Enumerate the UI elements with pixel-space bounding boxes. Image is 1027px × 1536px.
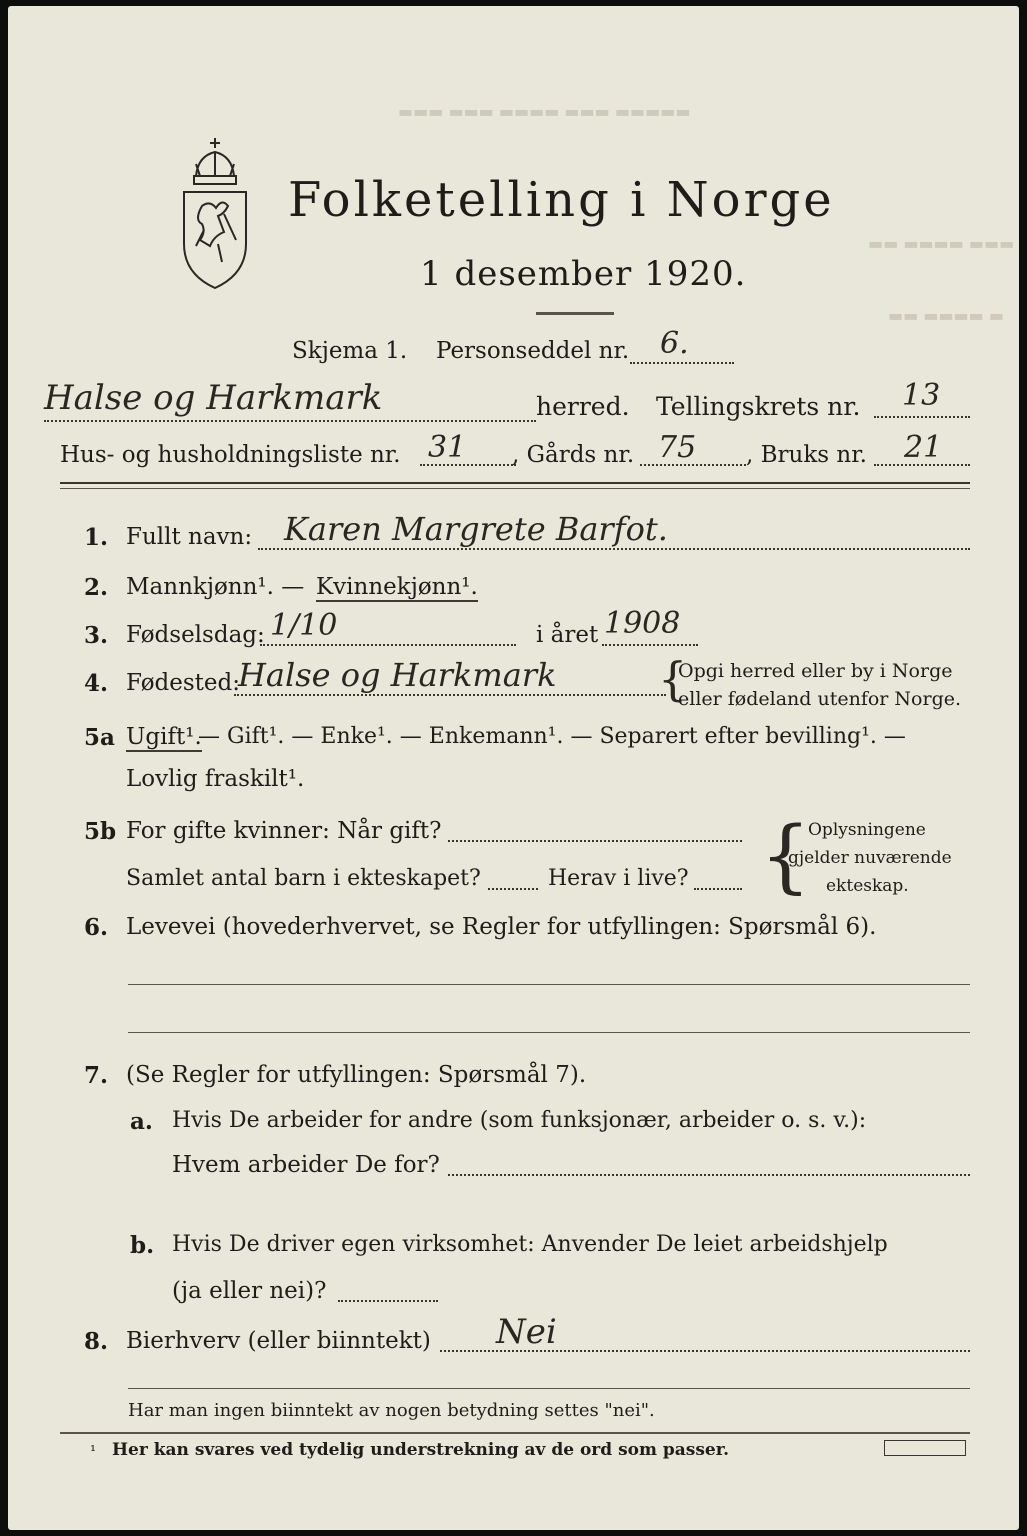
birth-year-field-line [602,644,698,646]
birthplace-field-line [234,694,666,696]
children-count-field-line [488,888,538,890]
gaards-value[interactable]: 75 [658,430,697,465]
divorced-option[interactable]: Lovlig fraskilt¹. [126,766,305,792]
female-option-underlined[interactable]: Kvinnekjønn¹. [316,574,478,600]
side-income-value[interactable]: Nei [496,1312,557,1352]
q5a-number: 5a [84,724,115,751]
norwegian-coat-of-arms-icon [174,134,256,294]
occupation-field-line-2[interactable] [128,1032,970,1033]
q7a-letter: a. [130,1108,153,1135]
hired-help-label: (ja eller nei)? [172,1278,327,1304]
bleed-through-text: ▬▬ ▬▬▬▬ ▬▬▬ [868,234,1015,253]
birthday-field-line [260,644,516,646]
q1-number: 1. [84,524,109,551]
birthplace-note-brace: { [658,652,688,706]
q7-label: (Se Regler for utfyllingen: Spørsmål 7). [126,1062,587,1088]
when-married-field-line [448,840,742,842]
tellingskrets-value[interactable]: 13 [902,378,941,413]
side-income-label: Bierhverv (eller biinntekt) [126,1328,431,1354]
personseddel-label: Personseddel nr. [436,338,630,364]
husliste-value[interactable]: 31 [428,430,467,465]
footnote-mark: ¹ [90,1442,97,1460]
marriage-note-line2: gjelder nuværende [788,848,952,868]
gaards-label: , Gårds nr. [512,442,635,468]
tellingskrets-field-line [874,416,970,418]
full-name-field-line [258,548,970,550]
birthday-label: Fødselsdag: [126,622,265,648]
footer-note: Har man ingen biinntekt av nogen betydning settes "nei". [128,1400,655,1421]
q7b-line1: Hvis De driver egen virksomhet: Anvender De leiet arbeidshjelp [172,1232,888,1257]
q4-number: 4. [84,670,109,697]
title-divider [536,312,614,315]
header-rule [60,488,970,489]
bruks-label: , Bruks nr. [746,442,867,468]
herred-field-line [44,420,536,422]
herred-value[interactable]: Halse og Harkmark [44,378,383,418]
birthplace-note-line2: eller fødeland utenfor Norge. [678,688,962,710]
full-name-value[interactable]: Karen Margrete Barfot. [284,510,668,548]
employer-label: Hvem arbeider De for? [172,1152,440,1178]
occupation-label: Levevei (hovederhvervet, se Regler for utfyllingen: Spørsmål 6). [126,914,877,940]
q6-number: 6. [84,914,109,941]
q8-number: 8. [84,1328,109,1355]
unmarried-option-underlined[interactable]: Ugift¹. [126,724,202,750]
marital-status-options[interactable]: — Gift¹. — Enke¹. — Enkemann¹. — Separert efter bevilling¹. — [198,724,906,749]
birth-year-label: i året [536,622,599,648]
bleed-through-text: ▬▬ ▬▬▬▬ ▬ [888,306,1004,325]
birthplace-note-line1: Opgi herred eller by i Norge [678,660,953,682]
census-form [8,6,1019,1530]
tellingskrets-label: Tellingskrets nr. [656,392,861,421]
printer-stamp-icon [884,1440,966,1456]
bruks-value[interactable]: 21 [904,430,943,465]
occupation-field-line[interactable] [128,984,970,985]
children-count-label: Samlet antal barn i ekteskapet? [126,866,481,891]
q5b-number: 5b [84,818,117,845]
marriage-note-line1: Oplysningene [808,820,926,840]
footnote-rule [60,1432,970,1434]
page-title: Folketelling i Norge [288,172,835,228]
footer-rule [128,1388,970,1389]
hired-help-field-line [338,1300,438,1302]
husliste-label: Hus- og husholdningsliste nr. [60,442,401,468]
q7b-letter: b. [130,1232,155,1259]
birth-year-value[interactable]: 1908 [604,606,681,641]
q7-number: 7. [84,1062,109,1089]
header-rule [60,482,970,484]
marriage-note-brace: { [760,809,811,902]
skjema-label: Skjema 1. [292,338,408,364]
q1-label: Fullt navn: [126,524,253,550]
personseddel-field-line [630,362,734,364]
children-alive-field-line [694,888,742,890]
census-date: 1 desember 1920. [420,254,747,294]
children-alive-label: Herav i live? [548,866,689,891]
marriage-note-line3: ekteskap. [826,876,909,896]
when-married-label: For gifte kvinner: Når gift? [126,818,442,844]
birthplace-value[interactable]: Halse og Harkmark [238,656,557,694]
personseddel-value[interactable]: 6. [660,326,689,361]
q2-number: 2. [84,574,109,601]
q3-number: 3. [84,622,109,649]
footnote-text: Her kan svares ved tydelig understrekning av de ord som passer. [112,1440,730,1460]
herred-label: herred. [536,392,630,421]
q7a-line1: Hvis De arbeider for andre (som funksjonær, arbeider o. s. v.): [172,1108,867,1133]
birthday-value[interactable]: 1/10 [270,608,338,643]
birthplace-label: Fødested: [126,670,241,696]
bleed-through-text: ▬▬▬ ▬▬▬ ▬▬▬▬ ▬▬▬ ▬▬▬▬▬ [398,102,691,121]
employer-field-line [448,1174,970,1176]
male-option[interactable]: Mannkjønn¹. — [126,574,305,600]
